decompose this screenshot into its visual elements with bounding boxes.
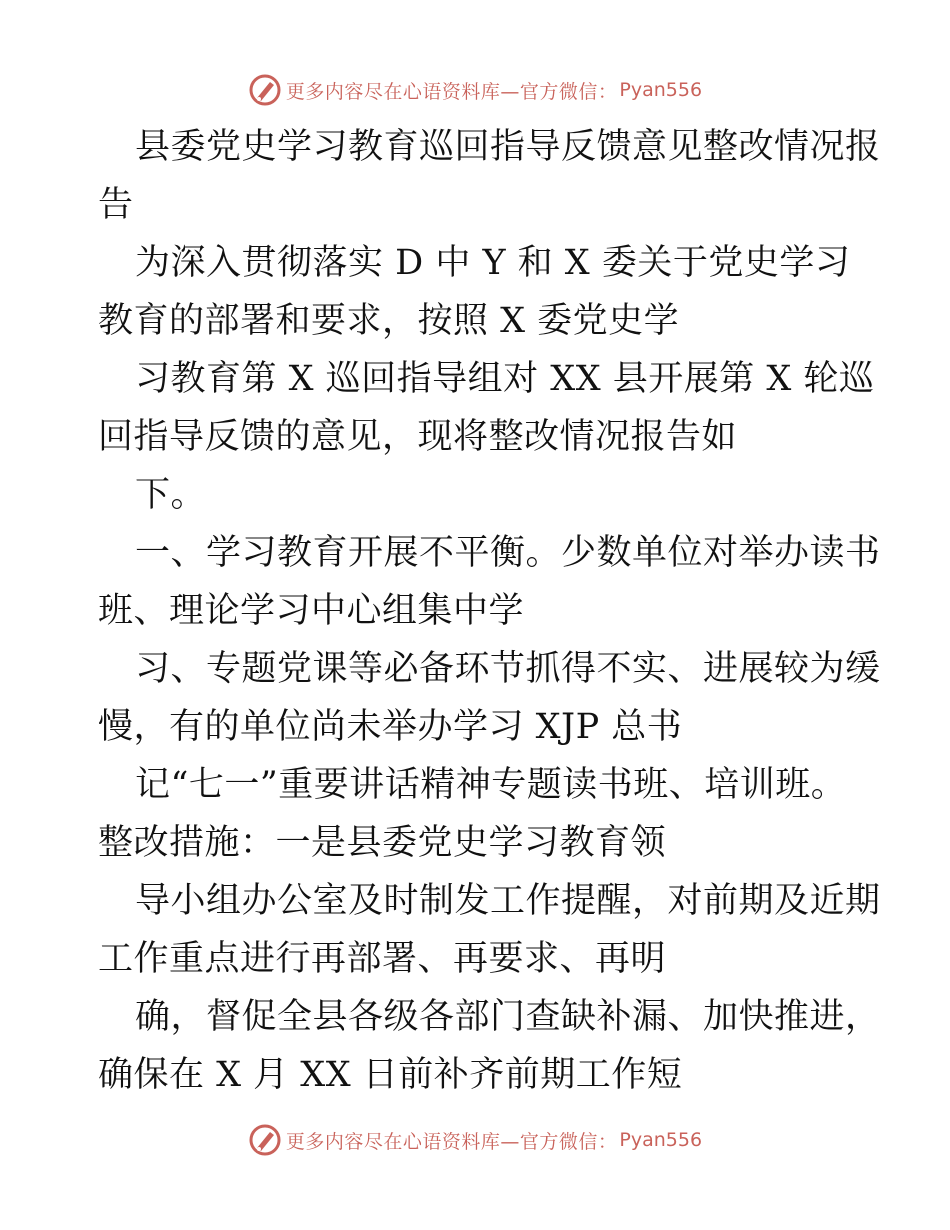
text-line: 慢，有的单位尚未举办学习 XJP 总书 bbox=[98, 707, 683, 747]
pen-logo-icon bbox=[248, 1123, 282, 1157]
text-line: 整改措施：一是县委党史学习教育领 bbox=[98, 823, 667, 863]
banner-text: 更多内容尽在心语资料库—官方微信： bbox=[285, 80, 618, 103]
text-line: 习教育第 X 巡回指导组对 XX 县开展第 X 轮巡 bbox=[135, 359, 875, 399]
banner-contact: Pyan556 bbox=[619, 79, 703, 101]
text-line: 班、理论学习中心组集中学 bbox=[98, 591, 525, 631]
text-line: 记“七一”重要讲话精神专题读书班、培训班。 bbox=[135, 765, 847, 805]
banner-text: 更多内容尽在心语资料库—官方微信： bbox=[285, 1130, 618, 1153]
title-line-2: 告 bbox=[98, 185, 134, 225]
banner-contact: Pyan556 bbox=[619, 1129, 703, 1151]
text-line: 教育的部署和要求，按照 X 委党史学 bbox=[98, 301, 680, 341]
text-line: 下。 bbox=[135, 475, 207, 515]
text-line: 确，督促全县各级各部门查缺补漏、加快推进， bbox=[135, 997, 881, 1037]
pen-logo-icon bbox=[248, 73, 282, 107]
text-line: 确保在 X 月 XX 日前补齐前期工作短 bbox=[98, 1055, 683, 1095]
footer-watermark-banner bbox=[0, 1120, 950, 1160]
text-line: 习、专题党课等必备环节抓得不实、进展较为缓 bbox=[135, 649, 881, 689]
header-watermark-banner bbox=[0, 70, 950, 110]
text-line: 为深入贯彻落实 D 中 Y 和 X 委关于党史学习 bbox=[135, 243, 851, 283]
text-line: 工作重点进行再部署、再要求、再明 bbox=[98, 939, 667, 979]
title-line-1: 县委党史学习教育巡回指导反馈意见整改情况报 bbox=[135, 127, 881, 167]
text-line: 导小组办公室及时制发工作提醒，对前期及近期 bbox=[135, 881, 881, 921]
text-line: 回指导反馈的意见，现将整改情况报告如 bbox=[98, 417, 738, 457]
document-body bbox=[98, 118, 881, 1104]
text-line: 一、学习教育开展不平衡。少数单位对举办读书 bbox=[135, 533, 881, 573]
